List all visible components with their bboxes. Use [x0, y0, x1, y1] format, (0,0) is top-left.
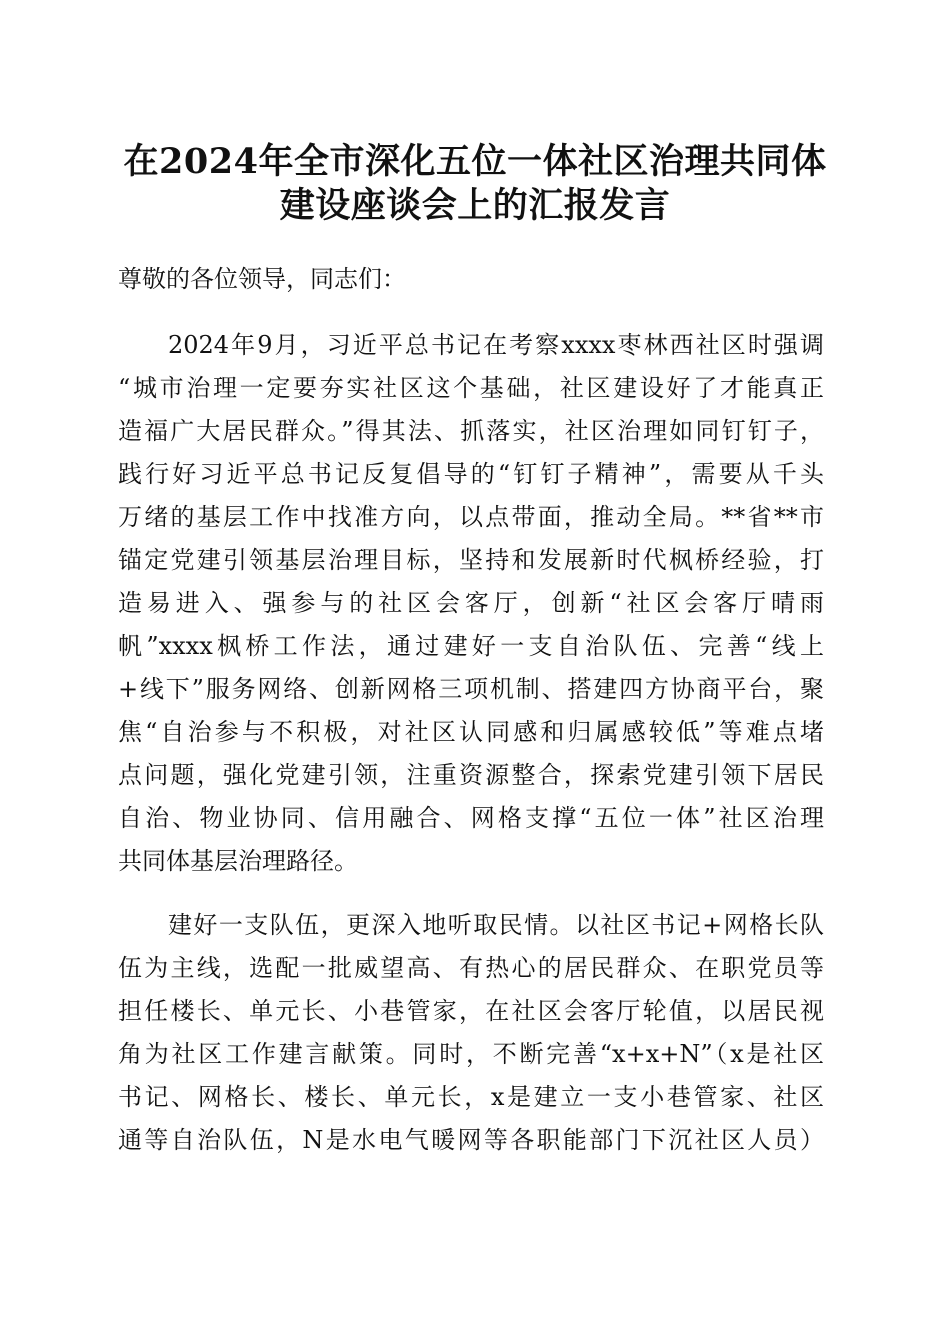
paragraph-1-line-6: 锚定党建引领基层治理目标，坚持和发展新时代枫桥经验，打	[118, 546, 824, 574]
paragraph-1-line-12: 自治、物业协同、信用融合、网格支撑“五位一体”社区治理	[118, 804, 824, 832]
paragraph-2-line-2: 伍为主线，选配一批威望高、有热心的居民群众、在职党员等	[118, 954, 824, 982]
title-line-2: 建设座谈会上的汇报发言	[279, 185, 671, 226]
paragraph-2	[118, 904, 824, 1162]
paragraph-2-line-4: 角为社区工作建言献策。同时，不断完善“x+x+N”（x是社区	[118, 1040, 824, 1068]
paragraph-1-line-11: 点问题，强化党建引领，注重资源整合，探索党建引领下居民	[118, 761, 824, 789]
paragraph-2-line-6: 通等自治队伍，N是水电气暖网等各职能部门下沉社区人员）	[118, 1126, 824, 1154]
paragraph-1-line-7: 造易进入、强参与的社区会客厅，创新“社区会客厅晴雨	[118, 589, 824, 617]
salutation: 尊敬的各位领导，同志们：	[118, 265, 406, 293]
document-title	[100, 140, 850, 228]
paragraph-1	[118, 324, 824, 883]
paragraph-2-line-1: 建好一支队伍，更深入地听取民情。以社区书记+网格长队	[168, 911, 824, 939]
paragraph-1-line-5: 万绪的基层工作中找准方向，以点带面，推动全局。**省**市	[118, 503, 824, 531]
paragraph-1-line-4: 践行好习近平总书记反复倡导的“钉钉子精神”，需要从千头	[118, 460, 824, 488]
paragraph-1-line-13: 共同体基层治理路径。	[118, 847, 358, 875]
paragraph-1-line-10: 焦“自治参与不积极，对社区认同感和归属感较低”等难点堵	[118, 718, 824, 746]
paragraph-1-line-3: 造福广大居民群众。”得其法、抓落实，社区治理如同钉钉子，	[118, 417, 824, 445]
paragraph-1-line-9: +线下”服务网络、创新网格三项机制、搭建四方协商平台，聚	[118, 675, 824, 703]
paragraph-1-line-1: 2024年9月，习近平总书记在考察xxxx枣林西社区时强调	[168, 331, 824, 359]
paragraph-2-line-3: 担任楼长、单元长、小巷管家，在社区会客厅轮值，以居民视	[118, 997, 824, 1025]
paragraph-1-line-2: “城市治理一定要夯实社区这个基础，社区建设好了才能真正	[118, 374, 824, 402]
paragraph-2-line-5: 书记、网格长、楼长、单元长，x是建立一支小巷管家、社区	[118, 1083, 824, 1111]
paragraph-1-line-8: 帆”xxxx枫桥工作法，通过建好一支自治队伍、完善“线上	[118, 632, 824, 660]
title-line-1: 在2024年全市深化五位一体社区治理共同体	[123, 141, 827, 182]
